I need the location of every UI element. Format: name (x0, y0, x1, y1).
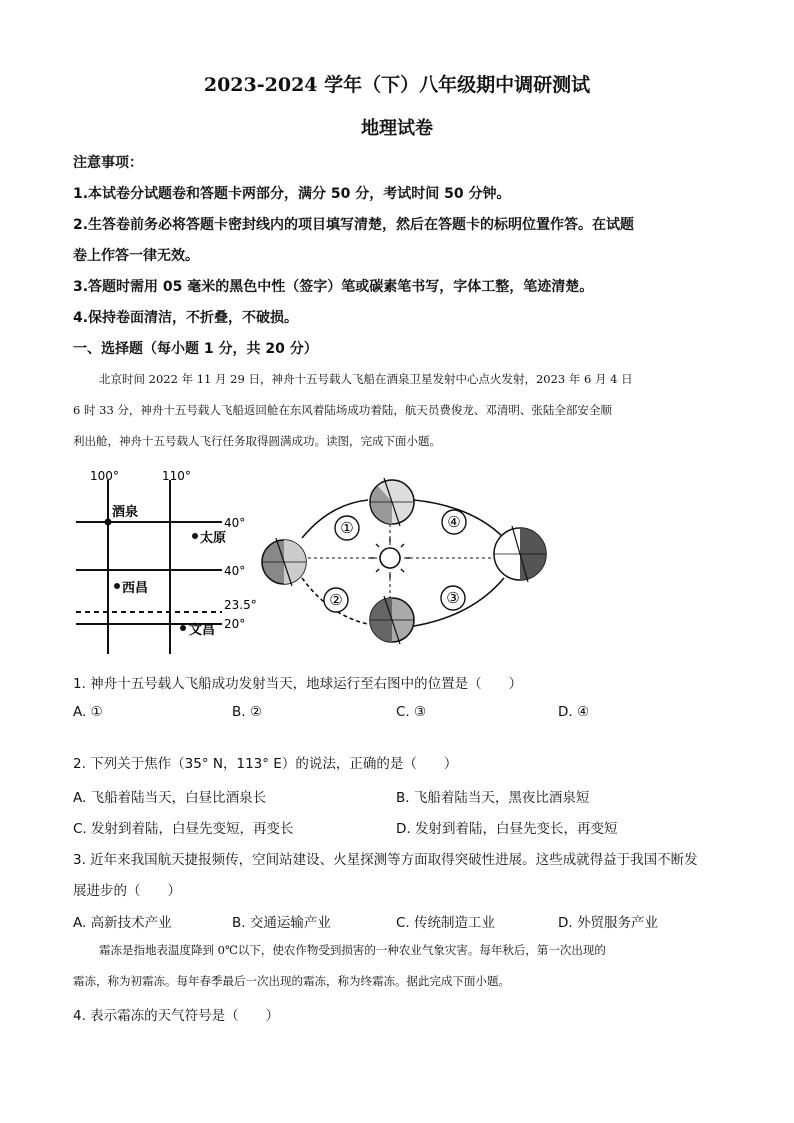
q2-option-a: A. 飞船着陆当天，白昼比酒泉长 (73, 790, 267, 806)
taiyuan-dot (192, 533, 198, 539)
wenchang-dot (180, 625, 186, 631)
passage2-line-1: 霜冻是指地表温度降到 0℃以下，使农作物受到损害的一种农业气象灾害。每年秋后，第一次出现的 (99, 943, 606, 957)
q1-option-d: D. ④ (558, 704, 590, 720)
q3-stem-line-1: 3. 近年来我国航天捷报频传，空间站建设、火星探测等方面取得突破性进展。这些成就得益于我国不断发 (73, 852, 698, 868)
city-xichang: 西昌 (122, 581, 149, 596)
q4-stem: 4. 表示霜冻的天气符号是（ ） (73, 1008, 280, 1024)
earth-top-icon (370, 478, 414, 526)
lon-100-label: 100° (90, 469, 119, 483)
city-jiuquan: 酒泉 (112, 505, 139, 520)
xichang-dot (114, 583, 120, 589)
lat-40-label-b: 40° (224, 564, 246, 578)
location-map (76, 469, 257, 654)
city-taiyuan: 太原 (200, 531, 227, 546)
page-title: 2023-2024 学年（下）八年级期中调研测试 (203, 74, 591, 96)
section-heading: 一、选择题（每小题 1 分，共 20 分） (73, 341, 318, 357)
orbit-position-4: ④ (447, 513, 461, 531)
sun-icon (380, 548, 400, 568)
passage1-line-2: 6 时 33 分，神舟十五号载人飞船返回舱在东风着陆场成功着陆，航天员费俊龙、邓清明、张陆全部安全顺 (73, 403, 612, 417)
q2-option-b: B. 飞船着陆当天，黑夜比酒泉短 (396, 790, 590, 806)
notice-item-4: 4.保持卷面清洁，不折叠，不破损。 (73, 310, 299, 326)
q1-option-b: B. ② (232, 704, 262, 720)
q2-stem: 2. 下列关于焦作（35° N，113° E）的说法，正确的是（ ） (73, 756, 458, 772)
lat-23-label: 23.5° (224, 598, 257, 612)
lat-20-label: 20° (224, 617, 246, 631)
notice-item-1: 1.本试卷分试题卷和答题卡两部分，满分 50 分，考试时间 50 分钟。 (73, 186, 511, 202)
lon-110-label: 110° (162, 469, 191, 483)
exam-figure (72, 466, 562, 660)
q1-stem: 1. 神舟十五号载人飞船成功发射当天，地球运行至右图中的位置是（ ） (73, 676, 523, 692)
notice-item-2-cont: 卷上作答一律无效。 (73, 248, 199, 264)
city-wenchang: 文昌 (189, 623, 216, 638)
page-subtitle: 地理试卷 (361, 118, 433, 139)
earth-bottom-icon (370, 596, 414, 644)
q1-option-a: A. ① (73, 704, 103, 720)
orbit-position-3: ③ (446, 589, 460, 607)
q3-option-b: B. 交通运输产业 (232, 915, 331, 931)
orbit-position-1: ① (340, 519, 354, 537)
passage2-line-2: 霜冻，称为初霜冻。每年春季最后一次出现的霜冻，称为终霜冻。据此完成下面小题。 (73, 974, 510, 988)
q3-option-d: D. 外贸服务产业 (558, 915, 658, 931)
orbit-diagram (262, 478, 546, 644)
earth-left-icon (262, 538, 306, 586)
notice-item-3: 3.答题时需用 05 毫米的黑色中性（签字）笔或碳素笔书写，字体工整，笔迹清楚。 (73, 279, 594, 295)
passage1-line-3: 利出舱，神舟十五号载人飞行任务取得圆满成功。读图，完成下面小题。 (73, 434, 441, 448)
q2-option-c: C. 发射到着陆，白昼先变短，再变长 (73, 821, 294, 837)
earth-right-icon (494, 526, 546, 582)
passage1-line-1: 北京时间 2022 年 11 月 29 日，神舟十五号载人飞船在酒泉卫星发射中心点火发射，2023 年 6 月 4 日 (99, 372, 633, 386)
q3-option-a: A. 高新技术产业 (73, 915, 172, 931)
q2-option-d: D. 发射到着陆，白昼先变长，再变短 (396, 821, 618, 837)
jiuquan-dot (105, 519, 112, 526)
notice-heading: 注意事项： (73, 155, 143, 171)
q3-option-c: C. 传统制造工业 (396, 915, 496, 931)
q1-option-c: C. ③ (396, 704, 427, 720)
q3-stem-line-2: 展进步的（ ） (73, 883, 181, 899)
orbit-position-2: ② (329, 591, 343, 609)
lat-40-label-a: 40° (224, 516, 246, 530)
notice-item-2: 2.生答卷前务必将答题卡密封线内的项目填写清楚，然后在答题卡的标明位置作答。在试题 (73, 217, 635, 233)
